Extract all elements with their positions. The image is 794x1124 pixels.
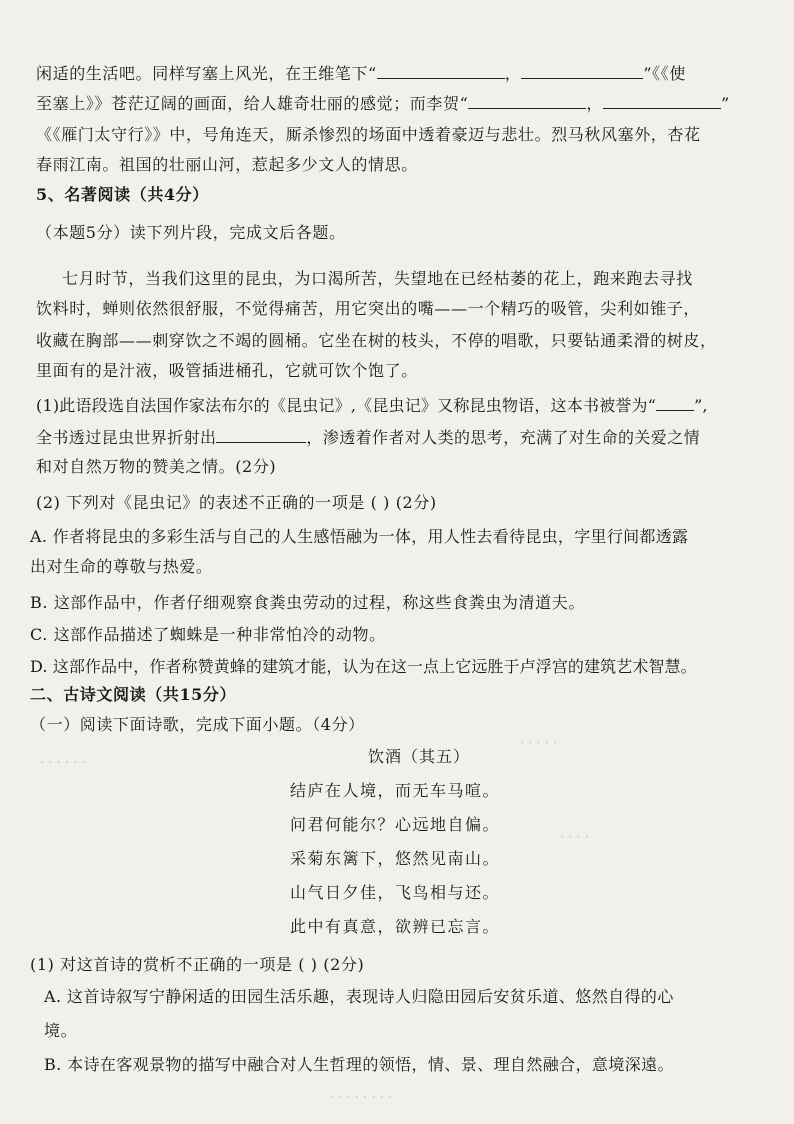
passage-line-1: 七月时节，当我们这里的昆虫，为口渴所苦，失望地在已经枯萎的花上，跑来跑去寻找 (62, 269, 693, 288)
option-a-line-2: 出对生命的尊敬与热爱。 (30, 557, 213, 576)
section2-sub: （一）阅读下面诗歌，完成下面小题。（4分） (30, 715, 365, 734)
q5-heading: 5、名著阅读（共4分） (36, 185, 209, 204)
poem-line-4: 山气日夕佳，飞鸟相与还。 (290, 883, 501, 902)
q5-sub1-line-1: (1)此语段选自法国作家法布尔的《昆虫记》,《昆虫记》又称昆虫物语，这本书被誉为“ ”, (36, 396, 708, 415)
answer-blank[interactable] (216, 426, 306, 443)
bleed-through-mark: · · · · (560, 830, 589, 845)
poem-line-2: 问君何能尔？心远地自偏。 (290, 815, 501, 834)
poem-line-5: 此中有真意，欲辨已忘言。 (290, 917, 501, 936)
passage-line-4: 里面有的是汁液，吸管插进桶孔，它就可饮个饱了。 (36, 361, 418, 380)
section2-q1: (1) 对这首诗的赏析不正确的一项是 ( ) (2分) (30, 955, 365, 974)
q4-line-3: 《《雁门太守行》》中，号角连天，厮杀惨烈的场面中透着豪迈与悲壮。烈马秋风塞外，杏花 (36, 125, 701, 144)
q5-sub: （本题5分）读下列片段，完成文后各题。 (36, 223, 346, 242)
bleed-through-mark: . . . . . . (40, 752, 86, 767)
option-a-line-1: A. 作者将昆虫的多彩生活与自己的人生感悟融为一体，用人性去看待昆虫，字里行间都透露 (30, 527, 689, 546)
q4-line-4: 春雨江南。祖国的壮丽山河，惹起多少文人的情思。 (36, 155, 418, 174)
q5-sub1-line-2: 全书透过昆虫世界折射出 ，渗透着作者对人类的思考，充满了对生命的关爱之情 (36, 428, 701, 447)
option-c: C. 这部作品描述了蜘蛛是一种非常怕冷的动物。 (30, 625, 386, 644)
answer-blank[interactable] (603, 92, 721, 109)
section2-option-a-line-2: 境。 (44, 1021, 78, 1040)
bleed-through-mark: · · · · · (520, 736, 558, 751)
section2-option-a-line-1: A. 这首诗叙写宁静闲适的田园生活乐趣，表现诗人归隐田园后安贫乐道、悠然自得的心 (44, 987, 674, 1006)
section2-heading: 二、古诗文阅读（共15分） (30, 685, 237, 704)
q5-sub1-line-3: 和对自然万物的赞美之情。(2分) (36, 457, 277, 476)
answer-blank[interactable] (656, 394, 694, 411)
poem-title: 饮酒（其五） (368, 747, 471, 766)
passage-line-3: 收藏在胸部——刺穿饮之不竭的圆桶。它坐在树的枝头，不停的唱歌，只要钻通柔滑的树皮， (36, 331, 717, 350)
passage-line-2: 饮料时，蝉则依然很舒服，不觉得痛苦，用它突出的嘴——一个精巧的吸管，尖利如锥子， (36, 299, 701, 318)
bleed-through-mark: · · · · · · · · (330, 1090, 392, 1105)
poem-line-1: 结庐在人境，而无车马喧。 (290, 781, 501, 800)
option-b: B. 这部作品中，作者仔细观察食粪虫劳动的过程，称这些食粪虫为清道夫。 (30, 593, 585, 612)
poem-line-3: 采菊东篱下，悠然见南山。 (290, 849, 501, 868)
q5-sub2: (2) 下列对《昆虫记》的表述不正确的一项是 ( ) (2分) (36, 493, 437, 512)
answer-blank[interactable] (468, 92, 586, 109)
option-d: D. 这部作品中，作者称赞黄蜂的建筑才能，认为在这一点上它远胜于卢浮宫的建筑艺术智慧。 (30, 657, 697, 676)
q4-line-1: 闲适的生活吧。同样写塞上风光，在王维笔下“ ， ”《《使 (36, 64, 686, 83)
section2-option-b: B. 本诗在客观景物的描写中融合对人生哲理的领悟，情、景、理自然融合，意境深遠。 (44, 1055, 674, 1074)
answer-blank[interactable] (521, 62, 643, 79)
answer-blank[interactable] (377, 62, 505, 79)
q4-line-2: 至塞上》》苍茫辽阔的画面，给人雄奇壮丽的感觉；而李贺“ ， ” (36, 94, 730, 113)
